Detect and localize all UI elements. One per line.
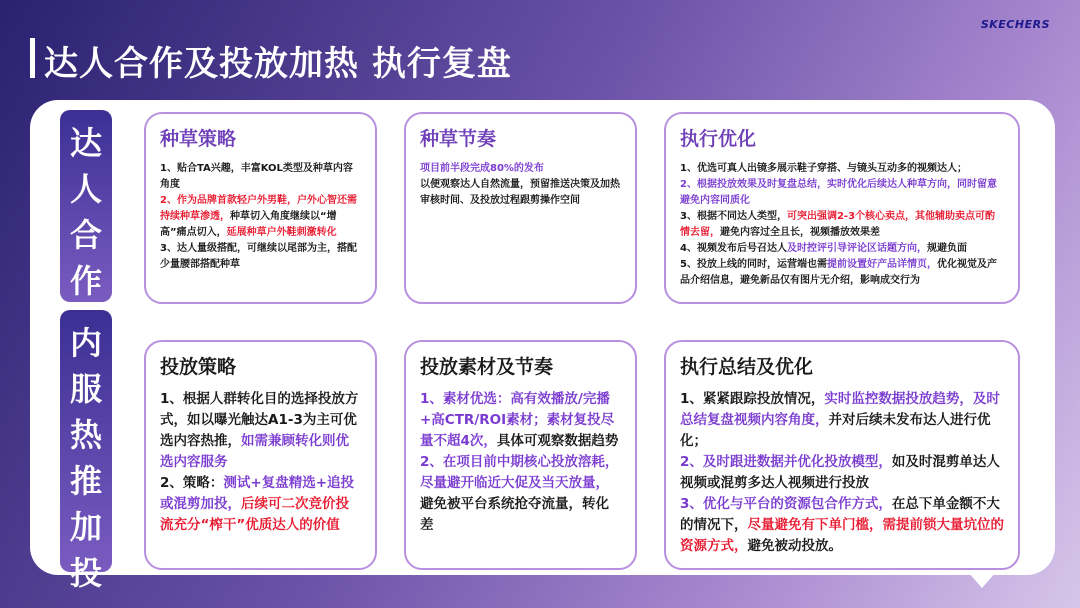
- card-title: 投放素材及节奏: [420, 356, 554, 378]
- card-summary-optimization: [664, 340, 1020, 570]
- card-text: 1、贴合TA兴趣，丰富KOL类型及种草内容角度 2、作为品牌首款轻户外男鞋，户外心智还需持续种草渗透，种草切入角度继续以“增高”痛点切入，延展种草户外鞋刺激转化 3、达人量级搭配，可继续以尾部为主，搭配少量腰部搭配种草: [160, 163, 357, 270]
- card-seeding-strategy: [144, 112, 377, 304]
- card-title: 执行优化: [680, 128, 757, 150]
- card-text: 1、根据人群转化目的选择投放方式，如以曝光触达A1-3为主可优选内容热推，如需兼顾转化则优选内容服务 2、策略：测试+复盘精选+追投或混剪加投，后续可二次竞价投流充分“榨干”优质达人的价值: [160, 391, 359, 533]
- side-label-kol-cooperation: 达 人 合 作: [60, 110, 112, 302]
- card-material-rhythm: [404, 340, 637, 570]
- card-seeding-rhythm: [404, 112, 637, 304]
- card-title: 种草节奏: [420, 128, 497, 150]
- card-execution-optimization: [664, 112, 1020, 304]
- card-placement-strategy: [144, 340, 377, 570]
- card-text: 项目前半段完成80%的发布 以便观察达人自然流量，预留推送决策及加热审核时间、及投放过程跟剪操作空间: [420, 163, 620, 206]
- card-title: 执行总结及优化: [680, 356, 814, 378]
- page-title: 达人合作及投放加热 执行复盘: [44, 44, 512, 84]
- card-text: 1、素材优选：高有效播放/完播+高CTR/ROI素材；素材复投尽量不超4次，具体可观察数据趋势 2、在项目前中期核心投放溶耗，尽量避开临近大促及当天放量，避免被平台系统抢夺流量，转化差: [420, 391, 619, 533]
- side-label-boost: 内 服 热 推 加 投: [60, 310, 112, 572]
- card-title: 投放策略: [160, 356, 237, 378]
- card-text: 1、优选可真人出镜多展示鞋子穿搭、与镜头互动多的视频达人； 2、根据投放效果及时复盘总结，实时优化后续达人种草方向，同时留意避免内容同质化 3、根据不同达人类型，可突出强调2-3个核心卖点，其他辅助卖点可酌情去留，避免内容过全且长，视频播放效果差 4、视频发布后号召达人及时控评引导评论区话题方向，规避负面 5、投放上线的同时，运营端也需提前设置好产品详情页，优化视觉及产品介绍信息，避免新品仅有图片无介绍，影响成交行为: [680, 163, 997, 286]
- panel-notch: [968, 572, 996, 588]
- card-text: 1、紧紧跟踪投放情况，实时监控数据投放趋势，及时总结复盘视频内容角度，并对后续未发布达人进行优化； 2、及时跟进数据并优化投放模型，如及时混剪单达人视频或混剪多达人视频进行投放 3、优化与平台的资源包合作方式，在总下单金额不大的情况下，尽量避免有下单门槛，需提前锁大量坑位的资源方式，避免被动投放。: [680, 391, 1004, 554]
- card-title: 种草策略: [160, 128, 237, 150]
- brand-logo: SKECHERS: [980, 18, 1050, 31]
- title-accent-bar: [30, 38, 35, 78]
